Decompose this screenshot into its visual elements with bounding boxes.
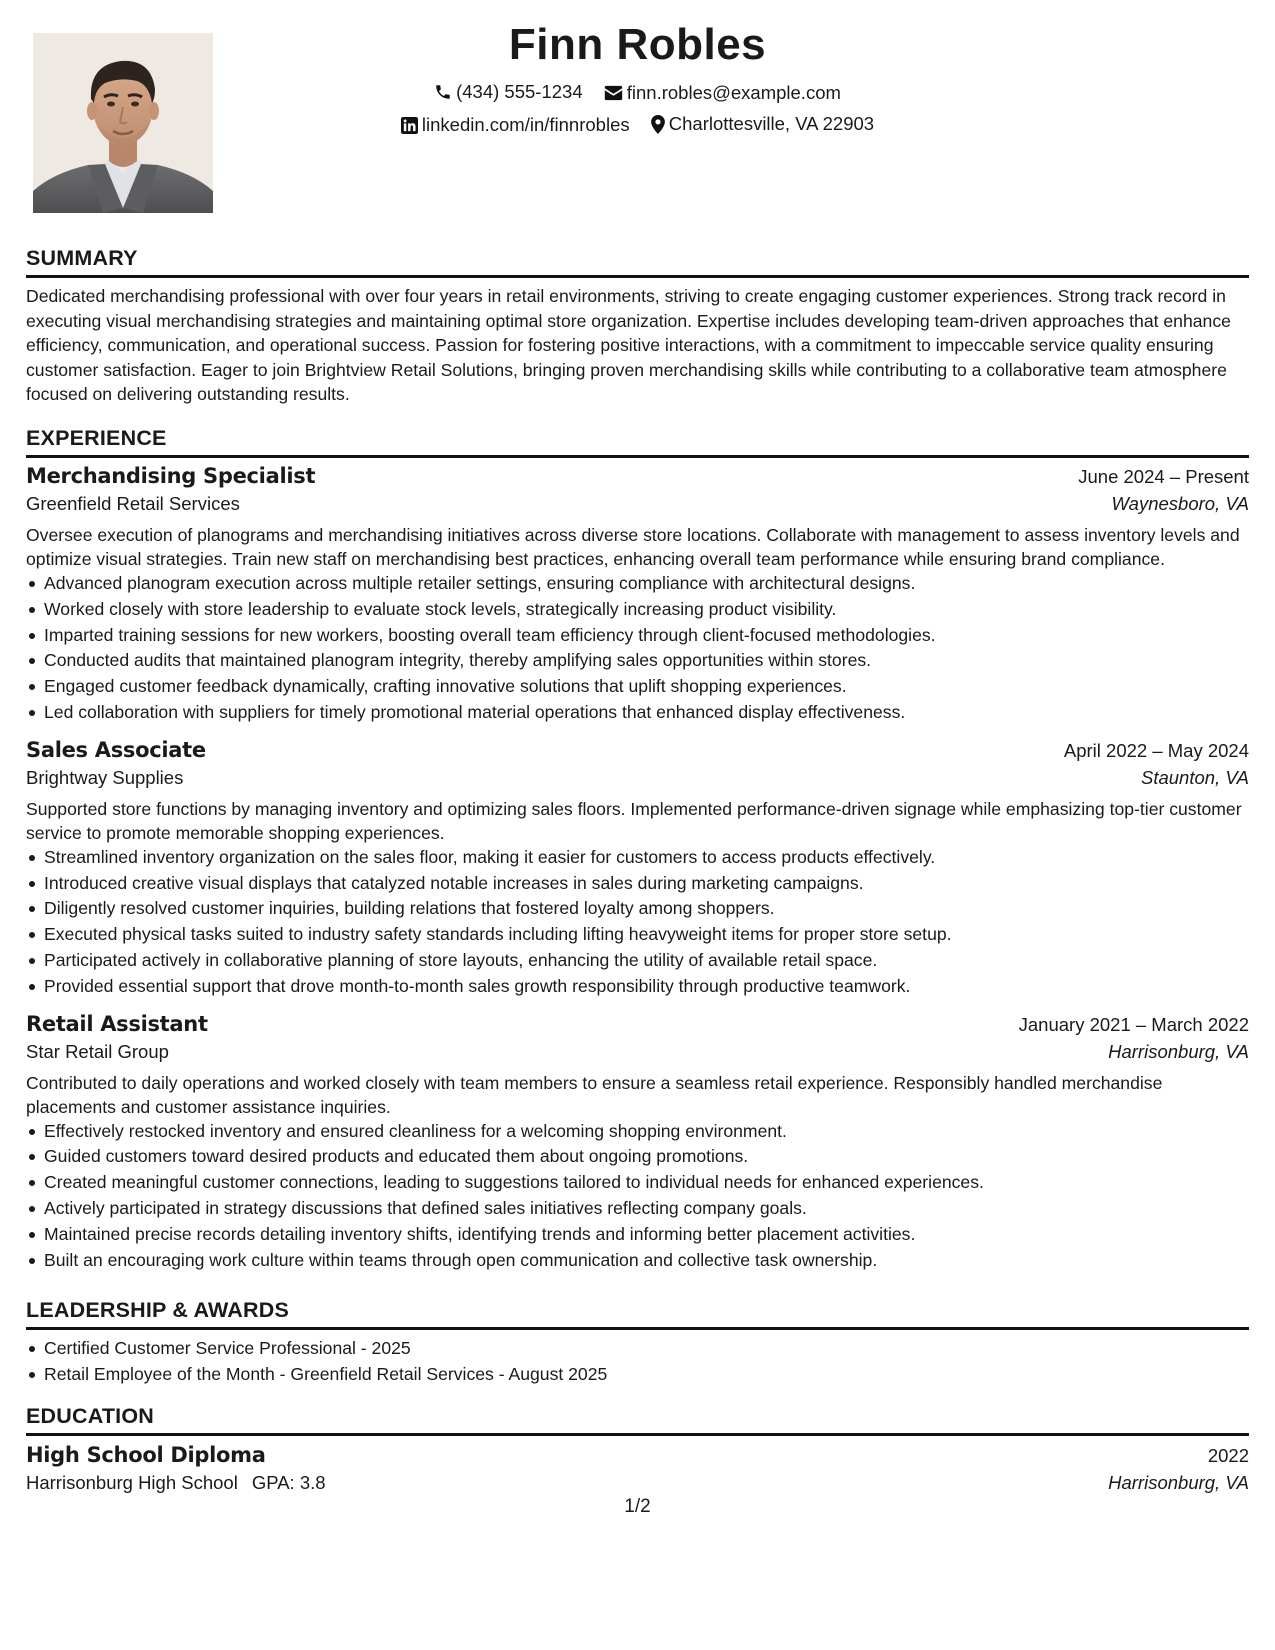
resume-header [26, 0, 1249, 246]
job-header-row [26, 464, 1249, 488]
job-company-row [26, 767, 1249, 789]
job-description: Supported store functions by managing inventory and optimizing sales floors. Implemented performance-driven signage while emphasizing top-tier customer service to promote memorable shopping experiences. [26, 798, 1242, 843]
job-entry [26, 1012, 1249, 1274]
page-number: 1/2 [624, 1496, 651, 1517]
job-company: Brightway Supplies [26, 766, 184, 788]
bullet-item: Conducted audits that maintained planogram integrity, thereby amplifying sales opportunities within stores. [44, 648, 1249, 674]
bullet-item: Built an encouraging work culture within teams through open communication and collective task ownership. [44, 1248, 1249, 1274]
graduation-year: 2022 [1207, 1445, 1249, 1466]
job-entry [26, 464, 1249, 726]
bullet-item: Imparted training sessions for new workers, boosting overall team efficiency through client-focused methodologies. [44, 623, 1249, 649]
bullet-item: Led collaboration with suppliers for timely promotional material operations that enhanced display effectiveness. [44, 700, 1249, 726]
job-header-row [26, 1012, 1249, 1036]
school-info [26, 1472, 326, 1494]
job-title: Sales Associate [26, 737, 206, 762]
job-description: Contributed to daily operations and worked closely with team members to ensure a seamless retail experience. Responsibly handled merchandise placements and customer assistance inquiries. [26, 1072, 1163, 1117]
summary-heading: SUMMARY [26, 246, 1249, 278]
bullet-item: Participated actively in collaborative planning of store layouts, enhancing the utility of available retail space. [44, 948, 1249, 974]
job-location: Harrisonburg, VA [1108, 1040, 1249, 1062]
contact-linkedin[interactable] [401, 113, 630, 137]
job-description: Oversee execution of planograms and merchandising initiatives across diverse store locations. Collaborate with management to assess inventory levels and optimize visual strategies. Train new staff on merchandising best practices, enhancing overall team performance while ensuring brand compliance. [26, 525, 1240, 569]
education-heading: EDUCATION [26, 1404, 1249, 1436]
job-title: Retail Assistant [26, 1011, 208, 1036]
experience-section [26, 426, 1249, 1273]
bullet-item: Guided customers toward desired products and educated them about ongoing promotions. [44, 1144, 1249, 1170]
job-company: Greenfield Retail Services [26, 493, 240, 514]
education-school-row [26, 1472, 1249, 1494]
job-location: Staunton, VA [1140, 766, 1249, 788]
job-header-row [26, 738, 1249, 762]
location-text: Charlottesville, VA 22903 [668, 113, 875, 134]
bullet-item: Diligently resolved customer inquiries, building relations that fostered loyalty among shoppers. [44, 896, 1249, 922]
contact-location [651, 112, 874, 136]
bullet-item: Engaged customer feedback dynamically, crafting innovative solutions that uplift shopping experiences. [44, 674, 1249, 700]
awards-section [26, 1298, 1249, 1388]
gpa-value: GPA: 3.8 [251, 1472, 326, 1493]
map-pin-icon [651, 115, 665, 134]
bullet-item: Executed physical tasks suited to industry safety standards including lifting heavyweight items for proper store setup. [44, 922, 1249, 948]
phone-number: (434) 555-1234 [456, 81, 583, 102]
job-company-row [26, 493, 1249, 515]
education-header-row [26, 1443, 1249, 1467]
summary-text: Dedicated merchandising professional with over four years in retail environments, striving to create engaging customer experiences. Strong track record in executing visual merchandising strategies and maintaining optimal store organization. Expertise includes developing team-driven approaches that enhance efficiency, communication, and operational success. Passion for fostering positive interactions, with a commitment to impeccable service quality ensuring customer satisfaction. Eager to join Brightview Retail Solutions, bringing proven merchandising skills while contributing to a collaborative team atmosphere focused on delivering outstanding results. [26, 286, 1231, 405]
envelope-icon [604, 85, 623, 101]
school-name: Harrisonburg High School [26, 1472, 238, 1493]
candidate-name: Finn Robles [508, 20, 767, 69]
education-section [26, 1404, 1249, 1494]
award-item: Certified Customer Service Professional - 2025 [44, 1336, 1249, 1362]
bullet-item: Provided essential support that drove month-to-month sales growth responsibility through productive teamwork. [44, 974, 1249, 1000]
school-location: Harrisonburg, VA [1108, 1472, 1249, 1493]
job-company: Star Retail Group [26, 1040, 169, 1062]
job-dates: April 2022 – May 2024 [1063, 739, 1249, 761]
job-dates: June 2024 – Present [1078, 466, 1249, 487]
bullet-item: Effectively restocked inventory and ensured cleanliness for a welcoming shopping environment. [44, 1119, 1249, 1145]
job-bullets [26, 571, 1249, 726]
bullet-item: Maintained precise records detailing inventory shifts, identifying trends and informing better placement activities. [44, 1222, 1249, 1248]
bullet-item: Worked closely with store leadership to evaluate stock levels, strategically increasing product visibility. [44, 597, 1249, 623]
bullet-item: Actively participated in strategy discussions that defined sales initiatives reflecting company goals. [44, 1196, 1249, 1222]
bullet-item: Advanced planogram execution across multiple retailer settings, ensuring compliance with architectural designs. [44, 571, 1249, 597]
job-title: Merchandising Specialist [26, 464, 316, 488]
contact-email[interactable] [604, 81, 841, 105]
bullet-item: Introduced creative visual displays that catalyzed notable increases in sales during marketing campaigns. [44, 871, 1249, 897]
awards-heading: LEADERSHIP & AWARDS [26, 1298, 1249, 1330]
job-dates: January 2021 – March 2022 [1018, 1013, 1249, 1035]
bullet-item: Created meaningful customer connections, leading to suggestions tailored to individual needs for enhanced experiences. [44, 1170, 1249, 1196]
education-entry [26, 1443, 1249, 1494]
bullet-item: Streamlined inventory organization on the sales floor, making it easier for customers to access products effectively. [44, 845, 1249, 871]
linkedin-icon [401, 117, 418, 134]
awards-list [26, 1336, 1249, 1388]
summary-section [26, 246, 1249, 407]
phone-icon [434, 83, 452, 101]
contact-row-primary [26, 80, 1249, 107]
job-entry [26, 738, 1249, 1000]
contact-row-secondary [26, 112, 1249, 140]
job-company-row [26, 1041, 1249, 1063]
linkedin-url: linkedin.com/in/finnrobles [421, 114, 630, 135]
job-bullets [26, 845, 1249, 1000]
job-location: Waynesboro, VA [1111, 493, 1249, 514]
resume-page [26, 0, 1249, 1517]
award-item: Retail Employee of the Month - Greenfield Retail Services - August 2025 [44, 1362, 1249, 1388]
experience-heading: EXPERIENCE [26, 426, 1249, 458]
email-address: finn.robles@example.com [626, 82, 841, 103]
degree-title: High School Diploma [26, 1443, 266, 1467]
job-bullets [26, 1119, 1249, 1274]
contact-phone[interactable] [434, 80, 583, 104]
